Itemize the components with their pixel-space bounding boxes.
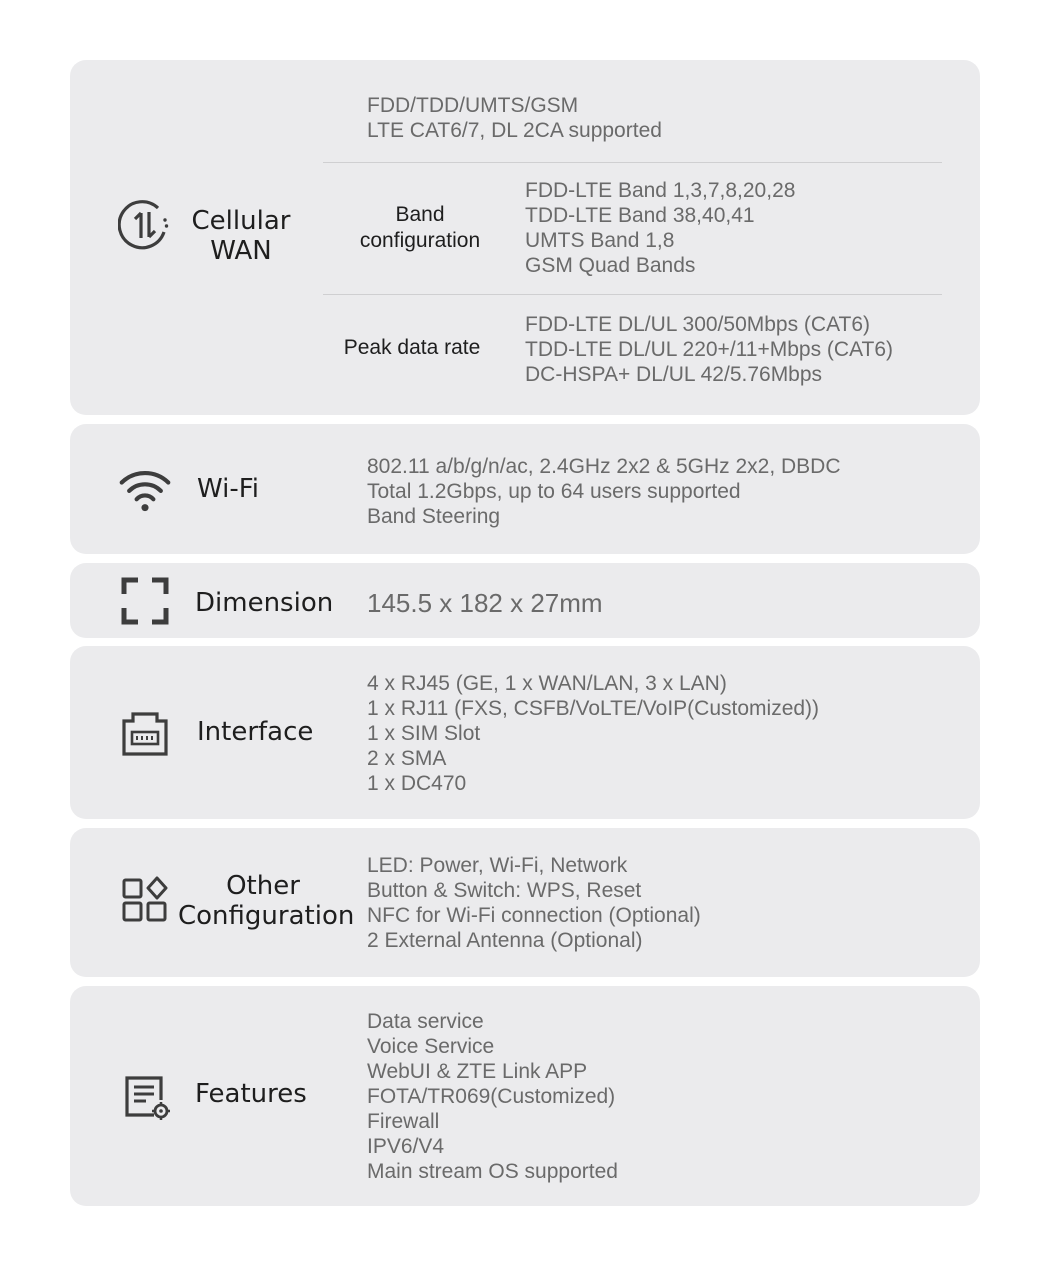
other-title-line2: Configuration <box>178 901 355 931</box>
wifi-values <box>367 454 841 529</box>
band-label-line1: Band <box>395 203 445 226</box>
value-line: UMTS Band 1,8 <box>525 229 675 252</box>
dimension-frame-icon <box>118 574 172 628</box>
cellular-general-values <box>367 93 662 143</box>
value-line: Data service <box>367 1010 484 1033</box>
apps-grid-icon <box>118 872 172 926</box>
divider <box>323 162 942 163</box>
value-line: LTE CAT6/7, DL 2CA supported <box>367 119 662 142</box>
value-line: LED: Power, Wi-Fi, Network <box>367 854 628 877</box>
value-line: FOTA/TR069(Customized) <box>367 1085 616 1108</box>
value-line: WebUI & ZTE Link APP <box>367 1060 588 1083</box>
value-line: NFC for Wi-Fi connection (Optional) <box>367 904 701 927</box>
value-line: DC-HSPA+ DL/UL 42/5.76Mbps <box>525 363 823 386</box>
other-configuration-values <box>367 853 701 953</box>
value-line: Total 1.2Gbps, up to 64 users supported <box>367 480 741 503</box>
band-label-line2: configuration <box>359 229 481 252</box>
peak-data-rate-label: Peak data rate <box>343 336 481 359</box>
value-line: FDD-LTE Band 1,3,7,8,20,28 <box>525 179 796 202</box>
wifi-title: Wi-Fi <box>197 474 260 504</box>
value-line: IPV6/V4 <box>367 1135 445 1158</box>
value-line: 1 x DC470 <box>367 772 467 795</box>
other-title-line1: Other <box>226 871 300 901</box>
ethernet-port-icon <box>118 705 172 759</box>
value-line: 802.11 a/b/g/n/ac, 2.4GHz 2x2 & 5GHz 2x2, DBDC <box>367 455 841 478</box>
value-line: GSM Quad Bands <box>525 254 696 277</box>
value-line: FDD/TDD/UMTS/GSM <box>367 94 579 117</box>
other-configuration-title <box>178 871 355 931</box>
wifi-icon <box>118 462 172 516</box>
interface-title: Interface <box>197 717 314 747</box>
value-line: 2 x SMA <box>367 747 447 770</box>
cellular-title-line1: Cellular <box>191 206 291 236</box>
value-line: 2 External Antenna (Optional) <box>367 929 643 952</box>
document-settings-icon <box>118 1070 172 1124</box>
band-configuration-values <box>525 178 795 278</box>
divider <box>323 294 942 295</box>
value-line: FDD-LTE DL/UL 300/50Mbps (CAT6) <box>525 313 871 336</box>
dimension-title: Dimension <box>195 588 334 618</box>
value-line: 1 x RJ11 (FXS, CSFB/VoLTE/VoIP(Customized)) <box>367 697 820 720</box>
cellular-wan-title <box>182 206 300 266</box>
value-line: TDD-LTE Band 38,40,41 <box>525 204 755 227</box>
value-line: Main stream OS supported <box>367 1160 618 1183</box>
value-line: 4 x RJ45 (GE, 1 x WAN/LAN, 3 x LAN) <box>367 672 727 695</box>
value-line: Firewall <box>367 1110 440 1133</box>
band-configuration-label <box>340 202 500 254</box>
cellular-title-line2: WAN <box>210 236 272 266</box>
peak-data-rate-values <box>525 312 893 387</box>
value-line: TDD-LTE DL/UL 220+/11+Mbps (CAT6) <box>525 338 894 361</box>
value-line: Button & Switch: WPS, Reset <box>367 879 642 902</box>
features-values <box>367 1009 618 1184</box>
features-title: Features <box>195 1079 307 1109</box>
dimension-value: 145.5 x 182 x 27mm <box>367 588 603 618</box>
value-line: Voice Service <box>367 1035 495 1058</box>
cellular-arrows-icon <box>118 198 172 252</box>
value-line: Band Steering <box>367 505 501 528</box>
value-line: 1 x SIM Slot <box>367 722 481 745</box>
interface-values <box>367 671 819 796</box>
